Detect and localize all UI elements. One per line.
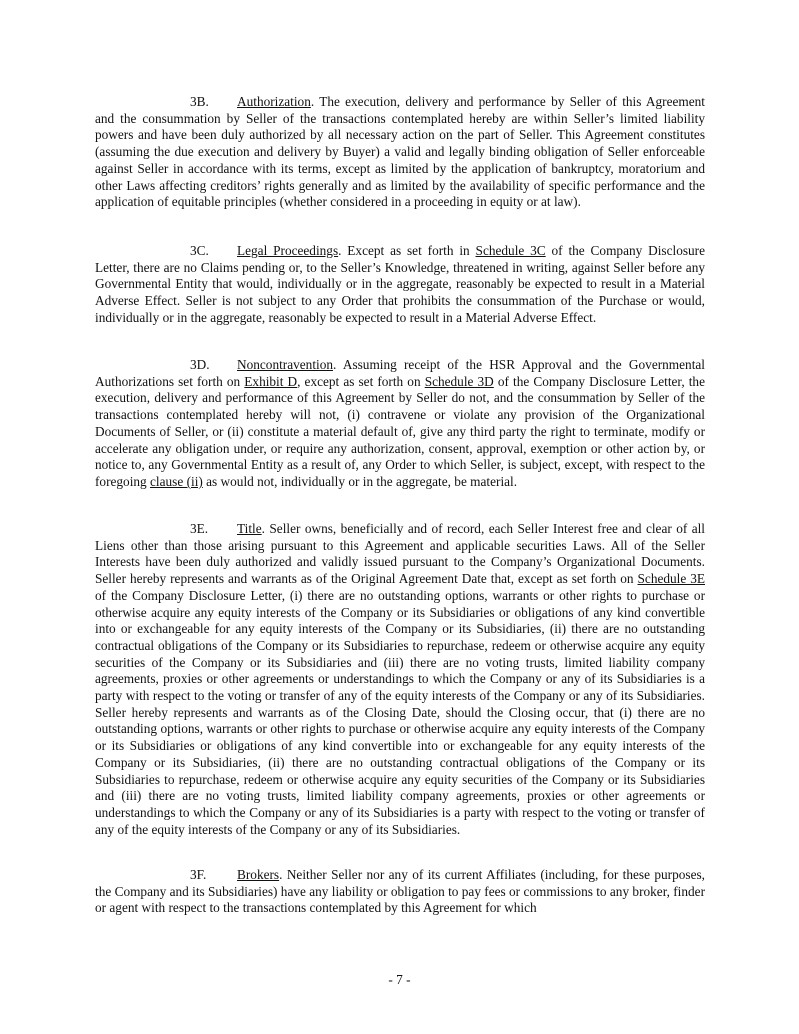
section-3f-brokers bbox=[95, 867, 705, 917]
page-number: - 7 - bbox=[388, 972, 411, 987]
section-3e-title bbox=[95, 521, 705, 838]
section-number: 3E. bbox=[190, 521, 209, 536]
section-text: of the Company Disclosure Letter, there are no Claims pending or, to the Seller’s Knowledge, threatened in writing, against Seller before any Governmental Entity that would, individually or in the aggregate, reasonably be expected to result in a Material Adverse Effect. Seller is not subject to any Order that prohibits the consummation of the Purchase or would, individually or in the aggregate, reasonably be expected to result in a Material Adverse Effect. bbox=[95, 243, 705, 325]
section-text: . Assuming receipt of the HSR Approval and the Governmental Authorizations set forth on bbox=[95, 357, 705, 389]
section-text: of the Company Disclosure Letter, (i) there are no outstanding options, warrants or other rights to purchase or otherwise acquire any equity interests of the Company or its Subsidiaries or obligations of any kind convertible into or exchangeable for any equity interests of the Company or its Subsidiaries, (ii) there are no outstanding contractual obligations of the Company or its Subsidiaries to repurchase, redeem or otherwise acquire any equity securities of the Company or its Subsidiaries and (iii) there are no voting trusts, limited liability company agreements, proxies or other agreements or understandings to which the Company or any of its Subsidiaries is a party with respect to the voting or transfer of any of the equity interests of the Company or any of its Subsidiaries. Seller hereby represents and warrants as of the Closing Date, should the Closing occur, that (i) there are no outstanding options, warrants or other rights to purchase or otherwise acquire any equity interests of the Company or its Subsidiaries or obligations of any kind convertible into or exchangeable for any equity interests of the Company or its Subsidiaries, (ii) there are no outstanding contractual obligations of the Company or its Subsidiaries to repurchase, redeem or otherwise acquire any equity securities of the Company or its Subsidiaries and (iii) there are no voting trusts, limited liability company agreements, proxies or other agreements or understandings to which the Company or any of its Subsidiaries is a party with respect to the voting or transfer of any of the equity interests of the Company or any of its Subsidiaries. bbox=[95, 587, 705, 837]
section-text: . Neither Seller nor any of its current Affiliates (including, for these purposes, the Company and its Subsidiaries) have any liability or obligation to pay fees or commissions to any broker, finder or agent with respect to the transactions contemplated by this Agreement for which bbox=[95, 867, 705, 916]
section-3c-legal-proceedings bbox=[95, 243, 705, 327]
section-text: as would not, individually or in the aggregate, be material. bbox=[202, 473, 518, 489]
section-number: 3B. bbox=[190, 94, 209, 109]
section-number: 3C. bbox=[190, 243, 209, 258]
section-text: , except as set forth on bbox=[297, 373, 425, 389]
section-heading: Authorization bbox=[237, 94, 311, 109]
schedule-reference: Schedule 3C bbox=[475, 243, 546, 258]
section-heading: Title bbox=[237, 521, 262, 536]
section-3b-authorization bbox=[95, 94, 705, 211]
section-heading: Noncontravention bbox=[237, 357, 334, 372]
section-text: . Except as set forth in bbox=[338, 243, 476, 258]
schedule-reference: Schedule 3E bbox=[637, 571, 705, 587]
section-3d-noncontravention bbox=[95, 357, 705, 491]
section-text: . Seller owns, beneficially and of record, each Seller Interest free and clear of all Liens other than those arising pursuant to this Agreement and applicable securities Laws. All of the Seller Interests have been duly authorized and validly issued pursuant to the Company’s Organizational Documents. Seller hereby represents and warrants as of the Original Agreement Date that, except as set forth on bbox=[95, 521, 705, 587]
section-number: 3D. bbox=[190, 357, 210, 372]
section-heading: Legal Proceedings bbox=[237, 243, 339, 258]
section-text: of the Company Disclosure Letter, the execution, delivery and performance of this Agreement by Seller do not, and the consummation by Seller of the transactions contemplated hereby will not, (i) contravene or violate any provision of the Organizational Documents of Seller, or (ii) constitute a material default of, give any third party the right to terminate, modify or accelerate any obligation under, or require any authorization, consent, approval, exemption or other action by, or notice to, any Governmental Entity as a result of, any Order to which Seller, is subject, except, with respect to the foregoing bbox=[95, 373, 705, 489]
section-heading: Brokers bbox=[237, 867, 280, 882]
exhibit-reference: Exhibit D bbox=[244, 373, 298, 389]
clause-reference: clause (ii) bbox=[150, 473, 203, 489]
section-text: . The execution, delivery and performance by Seller of this Agreement and the consummation by Seller of the transactions contemplated hereby are within Seller’s limited liability powers and have been duly authorized by all necessary action on the part of Seller. This Agreement constitutes (assuming the due execution and delivery by Buyer) a valid and legally binding obligation of Seller enforceable against Seller in accordance with its terms, except as limited by the application of bankruptcy, moratorium and other Laws affecting creditors’ rights generally and as limited by the availability of specific performance and the application of equitable principles (whether considered in a proceeding in equity or at law). bbox=[95, 94, 705, 210]
schedule-reference: Schedule 3D bbox=[424, 373, 494, 389]
section-number: 3F. bbox=[190, 867, 207, 882]
